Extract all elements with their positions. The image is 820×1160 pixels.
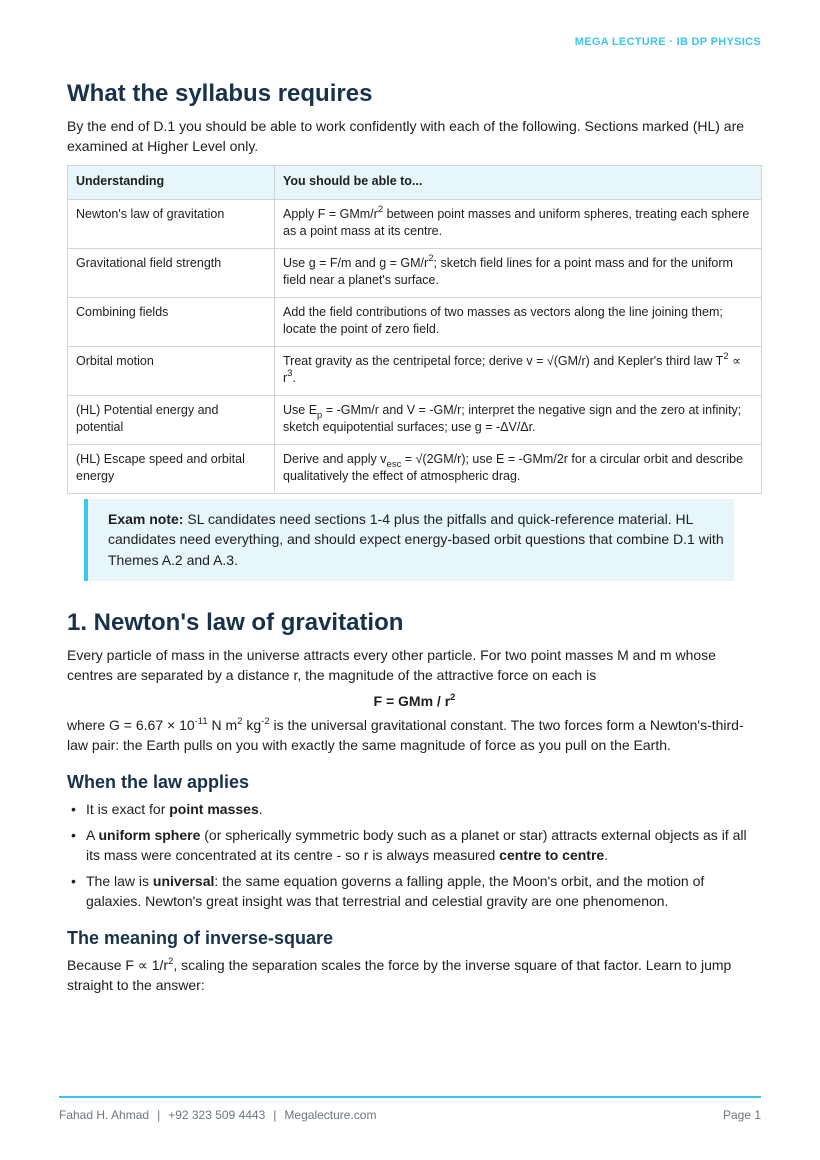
row-outcome: Treat gravity as the centripetal force; derive v = √(GM/r) and Kepler's third law $T^2 \propto r^3$.: [275, 346, 762, 395]
table-header-row: [68, 166, 762, 200]
page-content: [67, 78, 762, 995]
row-outcome: Apply F = GMm/$r^2$ between point masses and uniform spheres, treating each sphere as a point mass at its centre.: [275, 199, 762, 248]
table-row: [68, 444, 762, 493]
footer-name: Fahad H. Ahmad: [59, 1108, 150, 1122]
list-item: • The law is universal: the same equation governs a falling apple, the Moon's orbit, and the motion of galaxies. Newton's great insight was that terrestrial and celestial gravity are one phenomenon.: [71, 873, 705, 909]
row-outcome: Derive and apply $v_{esc} = √(2GM/r)$; use E = -GMm/2r for a circular orbit and describe qualitatively the effect of atmospheric drag.: [275, 444, 762, 493]
footer-separator: |: [157, 1108, 161, 1122]
footer-divider: [59, 1096, 761, 1098]
subheading-inverse-square: The meaning of inverse-square: [67, 928, 334, 948]
gravitation-formula: F = GMm / $r^2$: [373, 692, 456, 709]
list-item: • A uniform sphere (or spherically symmetric body such as a planet or star) attracts external objects as if all its mass were concentrated at its centre - so r is always measured centre to centre.: [71, 827, 747, 863]
table-row: [68, 297, 762, 346]
syllabus-intro: By the end of D.1 you should be able to work confidently with each of the following. Sections marked (HL) are examined at Higher Level only.: [67, 118, 745, 154]
exam-note-text: SL candidates need sections 1-4 plus the pitfalls and quick-reference material. HL candidates need everything, and should expect energy-based orbit questions that combine D.1 with Themes A.2 and A.3.: [108, 510, 724, 568]
subheading-when-applies: When the law applies: [67, 772, 250, 792]
row-understanding: Combining fields: [68, 297, 275, 346]
row-understanding: (HL) Escape speed and orbital energy: [68, 444, 275, 493]
exam-note-label: Exam note:: [108, 510, 184, 527]
footer-separator: |: [273, 1108, 277, 1122]
running-header: MEGA LECTURE · IB DP PHYSICS: [574, 36, 761, 48]
table-header-understanding: Understanding: [68, 166, 275, 200]
row-outcome: Use g = F/m and $g = GM/r^2$; sketch field lines for a point mass and for the uniform field near a planet's surface.: [275, 248, 762, 297]
row-outcome: Add the field contributions of two masses as vectors along the line joining them; locate the point of zero field.: [275, 297, 762, 346]
table-header-able-to: You should be able to...: [275, 166, 762, 200]
row-understanding: Orbital motion: [68, 346, 275, 395]
row-outcome: Use $E_p = -GMm/r$ and V = -GM/r; interpret the negative sign and the zero at infinity; sketch equipotential surfaces; use g = -ΔV/Δr.: [275, 395, 762, 444]
table-row: [68, 248, 762, 297]
row-understanding: Gravitational field strength: [68, 248, 275, 297]
row-understanding: (HL) Potential energy and potential: [68, 395, 275, 444]
bullet-icon: •: [71, 873, 76, 889]
syllabus-heading: What the syllabus requires: [67, 80, 373, 107]
exam-note: [84, 499, 734, 582]
table-row: [68, 346, 762, 395]
footer-site: Megalecture.com: [284, 1108, 377, 1122]
section1-heading: 1. Newton's law of gravitation: [67, 609, 404, 636]
section1-intro: Every particle of mass in the universe attracts every other particle. For two point masses M and m whose centres are separated by a distance r, the magnitude of the attractive force on each is: [67, 647, 716, 683]
applies-list: [67, 799, 762, 911]
inverse-square-paragraph: Because $F \propto 1/r^2$, scaling the separation scales the force by the inverse square of that factor. Learn to jump straight to the answer:: [67, 956, 732, 993]
footer-phone: +92 323 509 4443: [168, 1108, 266, 1122]
page-number: Page 1: [722, 1108, 761, 1122]
syllabus-table: [67, 165, 762, 494]
footer-contact: [59, 1108, 376, 1122]
table-row: [68, 395, 762, 444]
bullet-icon: •: [71, 801, 76, 817]
row-understanding: Newton's law of gravitation: [68, 199, 275, 248]
constant-paragraph: where $G = 6.67 \times 10^{-11}$ N $m^2$ $kg^{-2}$ is the universal gravitational constant. The two forces form a Newton's-third-law pair: the Earth pulls on you with exactly the same magnitude of force as you pull on the Earth.: [67, 716, 744, 753]
list-item: • It is exact for point masses.: [71, 801, 263, 817]
bullet-icon: •: [71, 827, 76, 843]
table-row: [68, 199, 762, 248]
